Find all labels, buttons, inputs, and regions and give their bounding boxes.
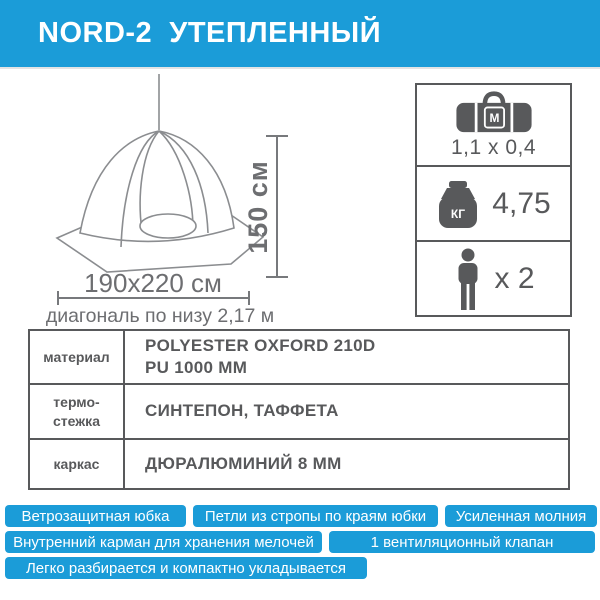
table-value-text: PU 1000 MM: [145, 358, 248, 377]
table-row-value: [125, 331, 568, 383]
bag-unit-label: М: [488, 111, 499, 126]
table-value-text: ДЮРАЛЮМИНИЙ 8 ММ: [145, 453, 342, 473]
tent-dimension-diagram: [25, 70, 330, 330]
specs-panel: [415, 83, 572, 317]
feature-badge: Усиленная молния: [445, 505, 597, 527]
feature-badges: [5, 505, 597, 579]
table-label-text: материал: [43, 348, 110, 365]
feature-badge: Легко разбирается и компактно укладывается: [5, 557, 367, 579]
tent-drawing: [57, 74, 263, 272]
feature-badge: Внутренний карман для хранения мелочей: [5, 531, 322, 553]
person-icon: [452, 248, 484, 310]
table-value-text: СИНТЕПОН, ТАФФЕТА: [145, 401, 339, 421]
capacity-value: x 2: [494, 261, 535, 295]
tent-door-floor: [140, 214, 196, 238]
capacity-cell: [417, 242, 570, 315]
diagonal-dimension-label: диагональ по низу 2,17 м: [45, 305, 275, 327]
table-value-text: POLYESTER OXFORD 210D: [145, 335, 376, 355]
weight-cell: [417, 167, 570, 240]
header-bar: [0, 0, 600, 69]
table-row-label: [30, 440, 123, 488]
materials-table: [28, 329, 570, 490]
table-row-label: [30, 385, 123, 438]
feature-row: [5, 557, 597, 579]
height-dimension-label: 150 см: [243, 160, 274, 254]
table-label-text: термо-: [53, 394, 100, 411]
packed-size-cell: [417, 85, 570, 165]
weight-icon: [436, 180, 480, 228]
table-row-label: [30, 331, 123, 383]
feature-row: [5, 505, 597, 527]
weight-unit-label: КГ: [451, 206, 466, 221]
feature-badge: Петли из стропы по краям юбки: [193, 505, 438, 527]
bag-icon: [451, 90, 537, 134]
weight-value: 4,75: [492, 186, 551, 220]
table-row-value: [125, 440, 568, 488]
feature-row: [5, 531, 597, 553]
packed-size-value: 1,1 x 0,4: [450, 136, 537, 159]
product-title: NORD-2 УТЕПЛЕННЫЙ: [38, 17, 382, 49]
base-dimension-label: 190x220 см: [84, 268, 222, 298]
feature-badge: 1 вентиляционный клапан: [329, 531, 595, 553]
feature-badge: Ветрозащитная юбка: [5, 505, 186, 527]
table-row-value: [125, 385, 568, 438]
table-label-text: стежка: [53, 412, 100, 429]
table-label-text: каркас: [53, 455, 100, 472]
